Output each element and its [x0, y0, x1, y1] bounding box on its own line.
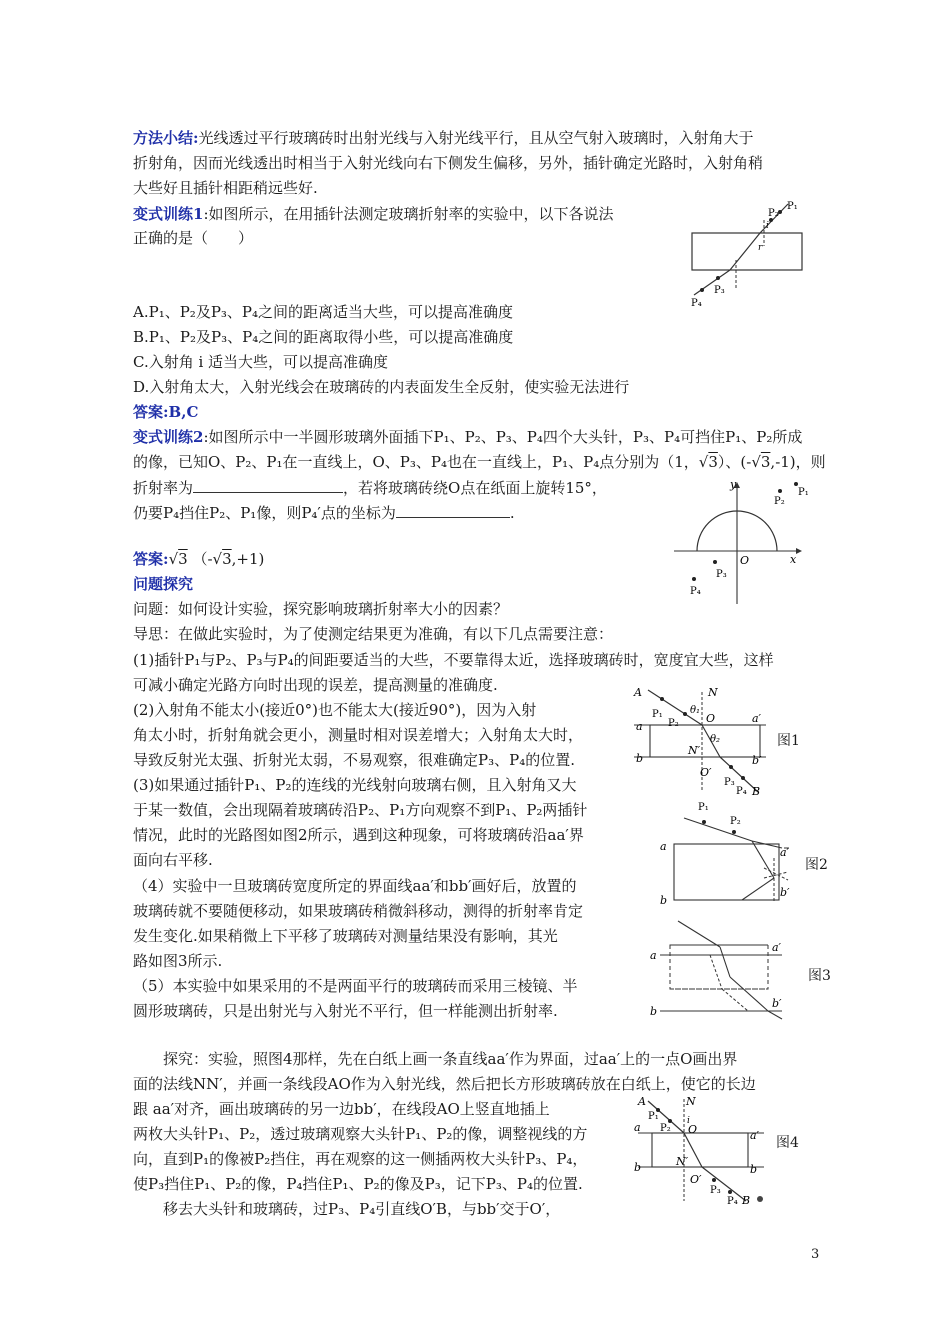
refractive-index-blank[interactable]	[193, 477, 343, 493]
exercise2-answer	[133, 549, 264, 569]
inquiry-point2-a: (2)入射角不能太小(接近0°)也不能太大(接近90°)，因为入射	[133, 701, 537, 719]
exercise2-text4b: .	[509, 504, 515, 522]
ex1-fig-i: i	[766, 221, 769, 231]
exercise2-text3a: 折射率为	[133, 479, 194, 497]
ex2-fig-p1: P₁	[798, 487, 809, 498]
ex1-fig-p4: P₄	[691, 298, 702, 309]
fig2-b: b	[660, 894, 668, 907]
exercise2-answer-sqrt-2: 3	[222, 550, 232, 568]
exercise1-figure	[688, 198, 818, 310]
fig3-b-prime: b′	[772, 997, 782, 1010]
ex1-fig-p2: P₂	[768, 208, 779, 219]
exercise2-text4a: 仍要P₄挡住P₂、P₁像，则P₄′点的坐标为	[133, 504, 396, 522]
fig1-n: N	[708, 686, 718, 699]
fig3-b: b	[650, 1005, 658, 1018]
fig1-o: O	[706, 712, 716, 725]
exercise2-figure	[670, 476, 810, 608]
explore-line2: 面的法线NN′，并画一条线段AO作为入射光线，然后把长方形玻璃砖放在白纸上，使它的长边	[133, 1075, 756, 1093]
sqrt-sign: √	[168, 550, 179, 568]
ex2-fig-p3: P₃	[716, 569, 727, 580]
exercise2-answer-sqrt: 3	[178, 550, 188, 568]
fig4-a: a	[634, 1121, 641, 1134]
fig1-a-prime: a′	[752, 712, 762, 725]
exercise2-answer-label: 答案	[133, 550, 164, 568]
exercise2-answer-c: ,+1)	[231, 550, 265, 568]
method-summary-line3: 大些好且插针相距稍远些好.	[133, 179, 318, 197]
fig1-p2: P₂	[668, 718, 679, 729]
exercise2-line4	[133, 502, 515, 523]
fig1-p1: P₁	[652, 709, 663, 720]
exercise2-answer-colon: :	[163, 550, 169, 568]
exercise2-label: 变式训练2	[133, 428, 204, 446]
exercise1-option-a: A.P₁、P₂及P₃、P₄之间的距离适当大些，可以提高准确度	[133, 303, 514, 321]
explore-line4: 两枚大头针P₁、P₂，透过玻璃观察大头针P₁、P₂的像，调整视线的方	[133, 1125, 588, 1143]
exercise1-option-c: C.入射角 i 适当大些，可以提高准确度	[133, 353, 389, 371]
exercise1-line2: 正确的是（ ）	[133, 229, 254, 247]
fig1-theta2: θ₂	[710, 734, 721, 745]
fig4-b-prime: b	[750, 1163, 758, 1176]
method-summary-line1	[133, 128, 754, 148]
ex2-fig-p4: P₄	[690, 586, 701, 597]
fig4-n: N	[686, 1095, 696, 1108]
inquiry-point1-b: 可减小确定光路方向时出现的误差，提高测量的准确度.	[133, 676, 498, 694]
figure-1-label: 图1	[777, 733, 800, 749]
ex2-fig-p2: P₂	[774, 496, 785, 507]
exercise2-sqrt-2: 3	[760, 453, 771, 471]
fig1-b-upper: B	[752, 785, 761, 797]
fig1-b: b	[636, 752, 644, 765]
method-summary-text1: 光线透过平行玻璃砖时出射光线与入射光线平行，且从空气射入玻璃时，入射角大于	[198, 129, 754, 147]
fig1-p3: P₃	[724, 777, 735, 788]
explore-line6: 使P₃挡住P₁、P₂的像，P₄挡住P₁、P₂的像及P₃，记下P₃、P₄的位置.	[133, 1175, 583, 1193]
exercise2-answer-b: （-	[192, 550, 213, 568]
coordinate-blank[interactable]	[396, 502, 510, 518]
fig1-o-prime: O′	[700, 766, 712, 779]
explore-line7: 移去大头针和玻璃砖，过P₃、P₄引直线O′B，与bb′交于O′，	[163, 1200, 561, 1218]
fig1-b-prime: b′	[752, 754, 762, 767]
figure-1	[630, 682, 770, 797]
inquiry-point4-d: 路如图3所示.	[133, 952, 223, 970]
exercise2-sqrt-1: 3	[708, 453, 718, 471]
fig2-a-prime: a′	[780, 846, 790, 859]
inquiry-point3-c: 情况，此时的光路图如图2所示，遇到这种现象，可将玻璃砖沿aa′界	[133, 826, 584, 844]
ex1-fig-p3: P₃	[714, 285, 725, 296]
inquiry-point3-b: 于某一数值，会出现隔着玻璃砖沿P₂、P₁方向观察不到P₁、P₂两插针	[133, 801, 588, 819]
fig1-a-upper: A	[634, 686, 642, 699]
inquiry-point3-a: (3)如果通过插针P₁、P₂的连线的光线射向玻璃右侧，且入射角又大	[133, 776, 577, 794]
ex1-fig-p1: P₁	[787, 201, 798, 212]
fig4-o-prime: O′	[690, 1173, 702, 1186]
explore-line3: 跟 aa′对齐，画出玻璃砖的另一边bb′，在线段AO上竖直地插上	[133, 1100, 550, 1118]
fig4-i: i	[687, 1116, 690, 1126]
exercise2-text3b: ，若将玻璃砖绕O点在纸面上旋转15°，	[343, 479, 607, 497]
inquiry-point2-b: 角太小时，折射角就会更小，测量时相对误差增大；入射角太大时，	[133, 726, 584, 744]
fig1-p4: P₄	[736, 786, 747, 797]
inquiry-point3-d: 面向右平移.	[133, 851, 213, 869]
fig4-a-upper: A	[638, 1095, 646, 1108]
explore-line5: 向，直到P₁的像被P₂挡住，再在观察的这一侧插两枚大头针P₃、P₄，	[133, 1150, 588, 1168]
exercise1-answer-value: :B,C	[163, 403, 199, 421]
inquiry-point5-b: 圆形玻璃砖，只是出射光与入射光不平行，但一样能测出折射率.	[133, 1002, 558, 1020]
figure-3	[648, 915, 788, 1020]
figure-2	[656, 796, 794, 911]
fig1-theta1: θ₁	[690, 705, 701, 716]
exercise1-line1	[133, 204, 614, 224]
sqrt-sign: √	[698, 453, 709, 471]
fig2-p2: P₂	[730, 816, 741, 827]
exercise1-option-d: D.入射角太大，入射光线会在玻璃砖的内表面发生全反射，使实验无法进行	[133, 378, 630, 396]
figure-4-label: 图4	[776, 1135, 799, 1151]
exercise2-text2b: ）、(-	[717, 453, 752, 471]
sqrt-sign: √	[751, 453, 761, 471]
exercise2-text2c: ,-1)，则	[770, 453, 826, 471]
fig2-p1: P₁	[698, 802, 709, 813]
fig4-marker-icon	[757, 1196, 763, 1202]
inquiry-question: 问题：如何设计实验，探究影响玻璃折射率大小的因素？	[133, 600, 509, 618]
inquiry-guide: 导思：在做此实验时，为了使测定结果更为准确，有以下几点需要注意：	[133, 625, 614, 643]
ex1-fig-r: r	[758, 243, 763, 253]
fig4-n-prime: N′	[676, 1155, 689, 1168]
exercise1-answer-label: 答案	[133, 403, 164, 421]
ex2-fig-x: x	[790, 553, 797, 566]
explore-line1: 探究：实验，照图4那样，先在白纸上画一条直线aa′作为界面，过aa′上的一点O画出界	[163, 1050, 738, 1068]
figure-4	[630, 1093, 770, 1208]
exercise1-label: 变式训练1	[133, 205, 204, 223]
exercise1-answer	[133, 402, 198, 422]
exercise2-text2a: 的像，已知O、P₂、P₁在一直线上，O、P₃、P₄也在一直线上，P₁、P₄点分别为（1，	[133, 453, 699, 471]
page-number: 3	[811, 1247, 820, 1262]
fig4-p2: P₂	[660, 1123, 671, 1134]
fig4-b: b	[634, 1161, 642, 1174]
inquiry-point1-a: (1)插针P₁与P₂、P₃与P₄的间距要适当的大些，不要靠得太近，选择玻璃砖时，宽度宜大些，这样	[133, 651, 774, 669]
ex2-fig-y: y	[730, 478, 737, 491]
fig4-p4: P₄	[727, 1196, 738, 1207]
figure-2-label: 图2	[805, 857, 828, 873]
inquiry-point4-c: 发生变化.如果稍微上下平移了玻璃砖对测量结果没有影响，其光	[133, 927, 558, 945]
fig3-a-prime: a′	[772, 941, 782, 954]
fig4-a-prime: a′	[750, 1129, 760, 1142]
method-summary-line2: 折射角，因而光线透出时相当于入射光线向右下侧发生偏移，另外，插针确定光路时，入射角稍	[133, 154, 764, 172]
fig2-b-prime: b′	[780, 886, 790, 899]
sqrt-sign: √	[212, 550, 223, 568]
fig4-p1: P₁	[648, 1111, 659, 1122]
fig4-b-upper: B	[742, 1194, 751, 1207]
fig1-n-prime: N′	[688, 744, 701, 757]
fig4-p3: P₃	[710, 1185, 721, 1196]
fig4-o: O	[688, 1123, 698, 1136]
fig1-a: a	[636, 720, 643, 733]
exercise2-line2	[133, 452, 826, 472]
exercise2-line3	[133, 477, 607, 498]
exercise2-text1: :如图所示中一半圆形玻璃外面插下P₁、P₂、P₃、P₄四个大头针，P₃、P₄可挡住P₁、P₂所成	[203, 428, 803, 446]
inquiry-point2-c: 导致反射光太强、折射光太弱，不易观察，很难确定P₃、P₄的位置.	[133, 751, 575, 769]
exercise1-option-b: B.P₁、P₂及P₃、P₄之间的距离取得小些，可以提高准确度	[133, 328, 514, 346]
inquiry-point5-a: （5）本实验中如果采用的不是两面平行的玻璃砖而采用三棱镜、半	[133, 977, 578, 995]
method-summary-label: 方法小结:	[133, 129, 199, 147]
fig3-a: a	[650, 949, 657, 962]
inquiry-title: 问题探究	[133, 575, 194, 593]
inquiry-point4-a: （4）实验中一旦玻璃砖宽度所定的界面线aa′和bb′画好后，放置的	[133, 877, 577, 895]
exercise2-line1	[133, 427, 802, 447]
figure-3-label: 图3	[808, 968, 831, 984]
exercise1-text1: :如图所示，在用插针法测定玻璃折射率的实验中，以下各说法	[203, 205, 614, 223]
fig2-a: a	[660, 840, 667, 853]
inquiry-point4-b: 玻璃砖就不要随便移动，如果玻璃砖稍微斜移动，测得的折射率肯定	[133, 902, 584, 920]
ex2-fig-o: O	[740, 554, 750, 567]
